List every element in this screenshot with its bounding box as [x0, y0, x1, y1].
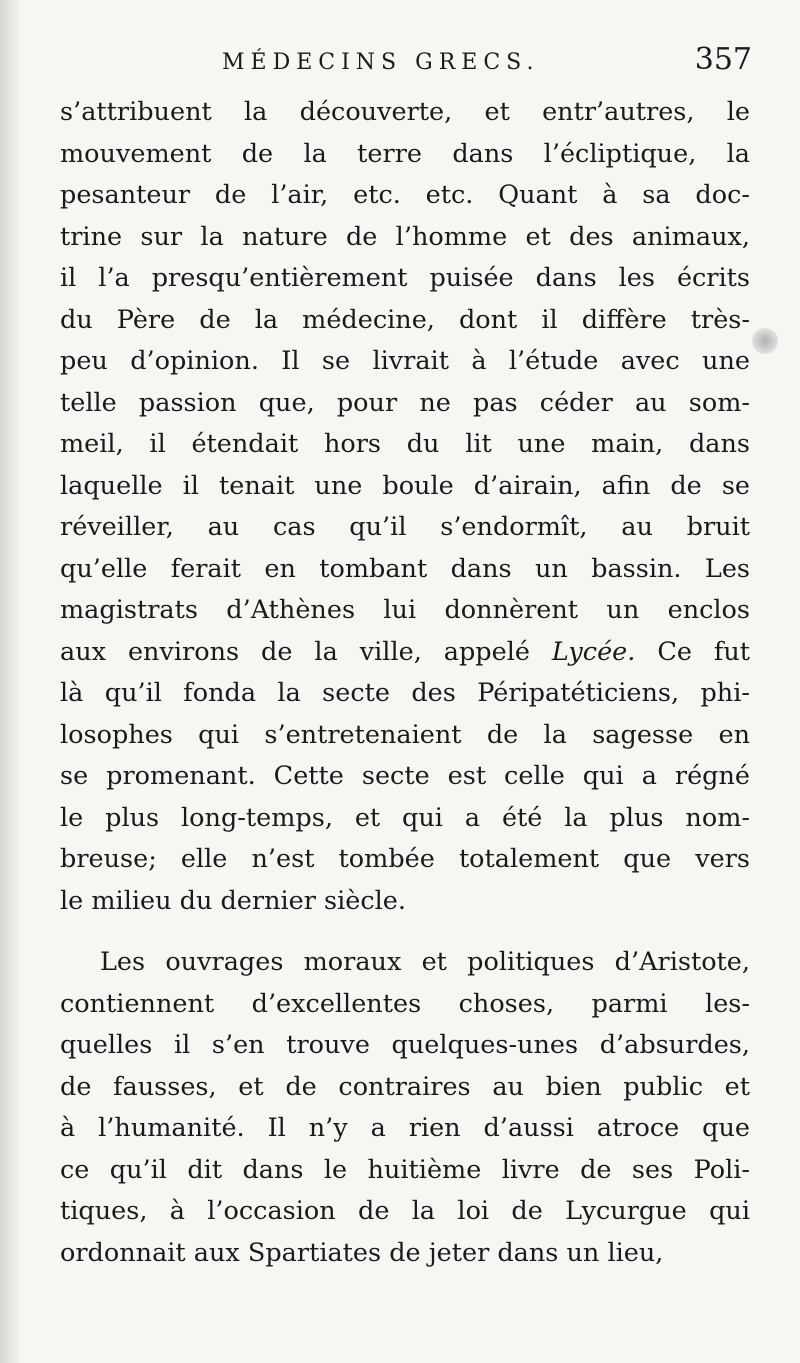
text-segment: tiques, à l’occasion de la loi de Lycurgue qui	[60, 1196, 750, 1226]
text-segment: aux environs de la ville, appelé	[60, 636, 552, 667]
text-segment: losophes qui s’entretenaient de la sagesse en	[60, 719, 750, 750]
text-line	[60, 839, 750, 881]
page-number: 357	[694, 42, 752, 77]
text-segment: meil, il étendait hors du lit une main, dans	[60, 429, 750, 459]
text-line	[60, 1025, 750, 1067]
text-line	[60, 984, 750, 1026]
text-line	[60, 1191, 750, 1233]
text-line	[60, 217, 750, 259]
text-line	[60, 92, 750, 134]
text-line	[60, 1108, 750, 1150]
body-text	[60, 92, 750, 1274]
text-segment: pesanteur de l’air, etc. etc. Quant à sa doc-	[60, 180, 750, 210]
text-segment: peu d’opinion. Il se livrait à l’étude avec une	[60, 346, 750, 376]
text-line	[60, 1067, 750, 1109]
text-line	[60, 507, 750, 549]
text-line	[60, 942, 750, 984]
text-segment: réveiller, au cas qu’il s’endormît, au bruit	[60, 512, 750, 542]
text-segment: ce qu’il dit dans le huitième livre de ses Poli-	[60, 1154, 750, 1185]
text-segment: se promenant. Cette secte est celle qui a régné	[60, 761, 750, 791]
text-segment: breuse; elle n’est tombée totalement que vers	[60, 844, 750, 874]
text-segment: magistrats d’Athènes lui donnèrent un enclos	[60, 595, 750, 625]
text-line	[60, 549, 750, 591]
paragraph	[60, 92, 750, 922]
text-segment: du Père de la médecine, dont il diffère très-	[60, 304, 750, 335]
paper-stain	[752, 328, 778, 354]
text-segment: laquelle il tenait une boule d’airain, afin de se	[60, 470, 750, 501]
page-gutter-shadow	[0, 0, 22, 1363]
italic-text: Lycée.	[551, 636, 636, 667]
text-line	[60, 881, 750, 923]
text-line	[60, 341, 750, 383]
text-line	[60, 258, 750, 300]
text-segment: ordonnait aux Spartiates de jeter dans un lieu,	[60, 1237, 664, 1268]
text-line	[60, 134, 750, 176]
text-segment: à l’humanité. Il n’y a rien d’aussi atroce que	[60, 1113, 750, 1143]
text-segment: il l’a presqu’entièrement puisée dans les écrits	[60, 263, 750, 293]
text-segment: quelles il s’en trouve quelques-unes d’absurdes,	[60, 1030, 750, 1060]
text-segment: qu’elle ferait en tombant dans un bassin. Les	[60, 553, 750, 584]
text-segment: le plus long-temps, et qui a été la plus nom-	[60, 802, 750, 833]
text-line	[60, 756, 750, 798]
text-line	[60, 383, 750, 425]
text-line	[60, 673, 750, 715]
text-line	[60, 1233, 750, 1275]
text-segment: telle passion que, pour ne pas céder au som-	[60, 387, 750, 418]
text-line	[60, 715, 750, 757]
text-line	[60, 590, 750, 632]
text-line	[60, 175, 750, 217]
text-segment: le milieu du dernier siècle.	[60, 885, 407, 916]
paragraph	[60, 942, 750, 1274]
text-segment: de fausses, et de contraires au bien public et	[60, 1071, 750, 1102]
text-segment: Les ouvrages moraux et politiques d’Aristote,	[100, 947, 750, 977]
text-line	[60, 466, 750, 508]
text-line	[60, 1150, 750, 1192]
text-segment: mouvement de la terre dans l’écliptique, la	[60, 138, 750, 169]
text-line	[60, 798, 750, 840]
page-header	[62, 38, 752, 88]
running-head: MÉDECINS GRECS.	[222, 50, 540, 75]
text-line	[60, 632, 750, 674]
text-segment: trine sur la nature de l’homme et des animaux,	[60, 221, 750, 252]
text-segment: contiennent d’excellentes choses, parmi les-	[60, 988, 750, 1019]
text-segment: s’attribuent la découverte, et entr’autres, le	[60, 97, 750, 127]
text-segment: là qu’il fonda la secte des Péripatéticiens, phi-	[60, 678, 750, 708]
text-line	[60, 424, 750, 466]
text-segment: Ce fut	[635, 636, 750, 667]
text-line	[60, 300, 750, 342]
